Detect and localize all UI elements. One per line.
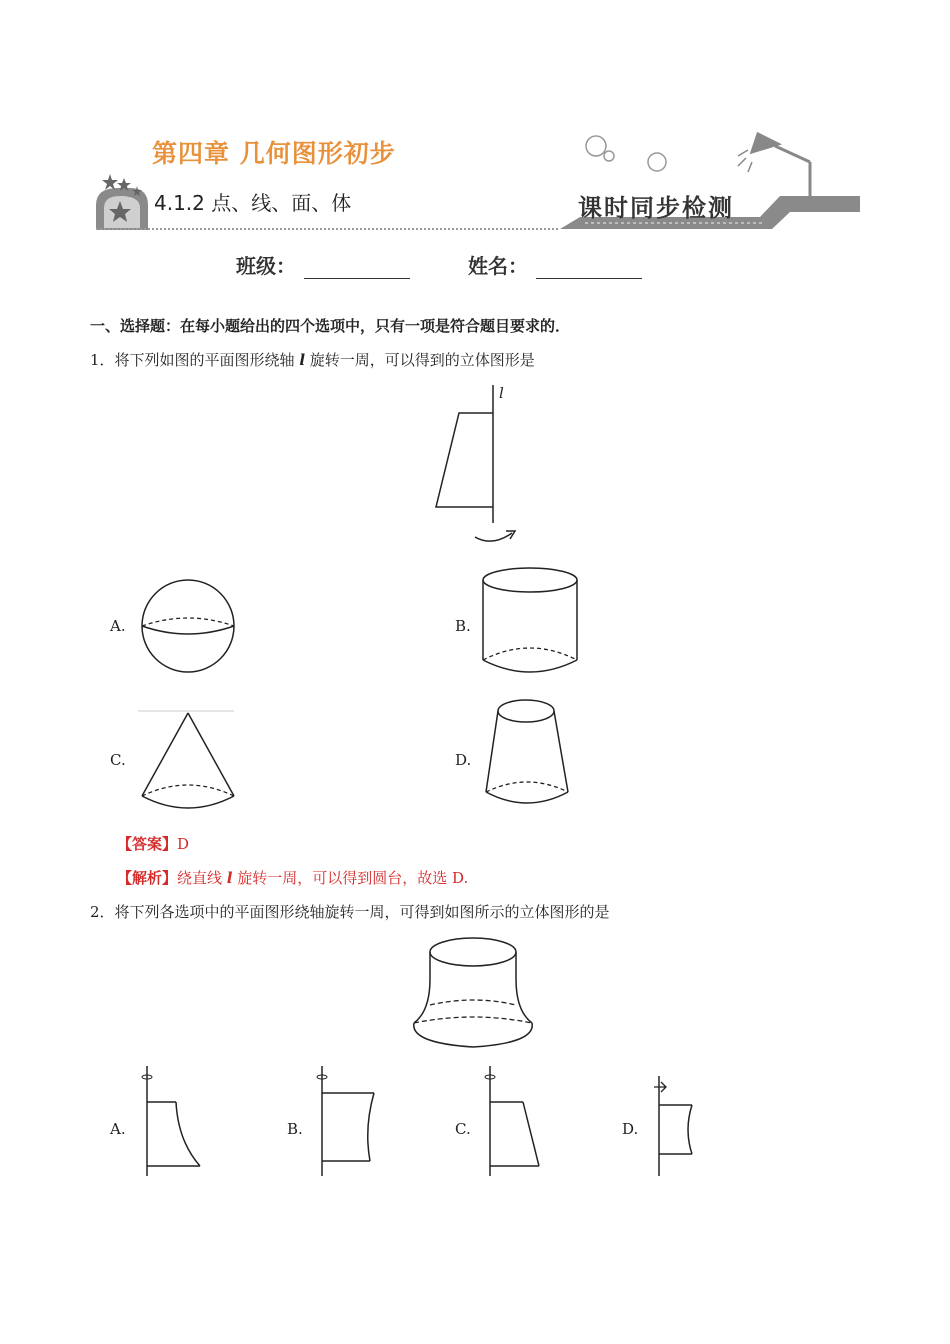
- q1-option-a-sphere[interactable]: [140, 580, 240, 680]
- chapter-title: 第四章 几何图形初步: [152, 139, 396, 168]
- q1-analysis-axis: l: [226, 869, 233, 887]
- q1-answer-value: D: [177, 835, 190, 853]
- q2-figure: [410, 935, 540, 1055]
- class-label: 班级：: [236, 254, 296, 278]
- name-blank[interactable]: [536, 258, 642, 279]
- q2-option-a-label: A.: [110, 1120, 126, 1138]
- bubbles-icon: [586, 136, 666, 171]
- q1-text-before: 将下列如图的平面图形绕轴: [114, 351, 300, 369]
- header-banner: [0, 0, 950, 240]
- q2-option-d-figure[interactable]: [648, 1072, 708, 1182]
- section-heading: 一、选择题：在每小题给出的四个选项中，只有一项是符合题目要求的．: [90, 317, 571, 335]
- q1-figure: [430, 385, 530, 555]
- desk-lamp-icon: [738, 134, 810, 196]
- q1-option-b-cylinder[interactable]: [482, 566, 582, 676]
- q2-option-b-label: B.: [287, 1120, 303, 1138]
- q1-analysis-label: 【解析】: [117, 869, 178, 887]
- q1-option-c-label: C.: [110, 751, 126, 769]
- q1-answer-label: 【答案】: [117, 835, 178, 853]
- q1-option-b-label: B.: [455, 617, 471, 635]
- q2-option-b-figure[interactable]: [314, 1066, 384, 1181]
- q1-option-a-label: A.: [110, 617, 126, 635]
- q2-option-c-label: C.: [455, 1120, 471, 1138]
- section-title: 4.1.2 点、线、面、体: [154, 191, 352, 215]
- q1-stem: [90, 350, 535, 370]
- name-field: [468, 250, 642, 279]
- q2-option-c-figure[interactable]: [481, 1066, 551, 1181]
- q1-option-c-cone[interactable]: [138, 708, 238, 813]
- q1-analysis: [117, 868, 468, 888]
- class-blank[interactable]: [304, 258, 410, 279]
- q1-option-d-label: D.: [455, 751, 472, 769]
- q1-number: 1．: [90, 351, 115, 369]
- star-badge-icon: [96, 174, 148, 230]
- q2-option-a-figure[interactable]: [138, 1066, 208, 1181]
- q1-figure-axis-label: l: [499, 384, 504, 402]
- q2-option-d-label: D.: [622, 1120, 639, 1138]
- q1-option-d-frustum[interactable]: [484, 698, 584, 813]
- q1-analysis-after: 旋转一周，可以得到圆台，故选 D.: [232, 869, 469, 887]
- q2-text: 将下列各选项中的平面图形绕轴旋转一周，可得到如图所示的立体图形的是: [114, 903, 610, 921]
- name-label: 姓名：: [468, 254, 528, 278]
- sync-check-label: 课时同步检测: [578, 193, 734, 222]
- q1-text-after: 旋转一周，可以得到的立体图形是: [305, 351, 535, 369]
- q2-stem: [90, 902, 610, 922]
- q1-analysis-before: 绕直线: [177, 869, 227, 887]
- q1-axis: l: [299, 351, 306, 369]
- q1-answer: [117, 834, 189, 854]
- class-field: [236, 250, 410, 279]
- q2-number: 2．: [90, 903, 115, 921]
